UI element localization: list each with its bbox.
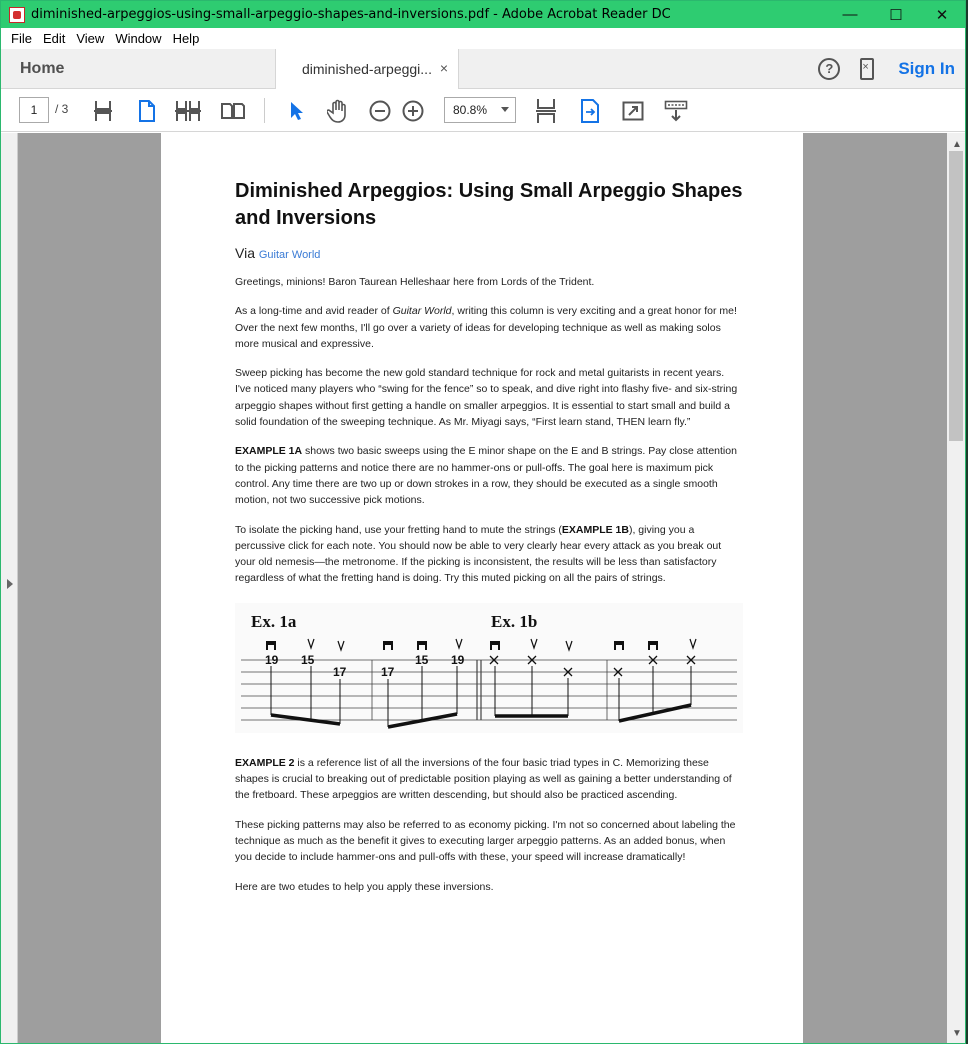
- document-title: Diminished Arpeggios: Using Small Arpeggio Shapes and Inversions: [235, 180, 743, 229]
- fret-number: 19: [265, 652, 279, 667]
- figure-label-1a: Ex. 1a: [251, 611, 297, 631]
- title-bar: [1, 1, 965, 28]
- toolbar-divider: [264, 98, 265, 123]
- help-icon[interactable]: ?: [818, 58, 840, 80]
- full-screen-icon[interactable]: [621, 89, 645, 132]
- zoom-value: 80.8%: [453, 103, 488, 117]
- paragraph: [235, 755, 743, 804]
- menu-edit[interactable]: Edit: [42, 31, 66, 46]
- fret-number: 19: [451, 652, 465, 667]
- page-count: / 3: [55, 102, 69, 116]
- fret-number: 15: [301, 652, 315, 667]
- paragraph: Greetings, minions! Baron Taurean Helleshaar here from Lords of the Trident.: [235, 276, 595, 288]
- source-link[interactable]: Guitar World: [258, 249, 321, 261]
- fret-number: 17: [333, 664, 347, 679]
- menu-bar: [1, 28, 965, 49]
- guitar-tab-figure: [235, 603, 743, 733]
- zoom-out-icon[interactable]: [368, 89, 392, 132]
- two-page-scroll-icon[interactable]: [174, 89, 202, 132]
- window-controls: [827, 1, 965, 28]
- select-tool-icon[interactable]: [284, 89, 308, 132]
- expand-pane-icon[interactable]: [7, 579, 13, 589]
- scroll-up-icon[interactable]: ▲: [952, 139, 962, 150]
- maximize-button[interactable]: ☐: [889, 6, 903, 24]
- paragraph-bold: EXAMPLE 1B: [561, 523, 629, 536]
- source-line: [235, 245, 743, 261]
- menu-window[interactable]: Window: [115, 31, 162, 46]
- scroll-down-icon[interactable]: ▼: [952, 1028, 962, 1039]
- figure-label-1b: Ex. 1b: [491, 611, 538, 631]
- tab-document-label: diminished-arpeggi...: [302, 61, 432, 77]
- paragraph-emphasis: Guitar World: [392, 305, 452, 318]
- left-pane-collapsed[interactable]: [1, 133, 18, 1043]
- zoom-select[interactable]: [444, 97, 516, 123]
- hand-tool-icon[interactable]: [324, 89, 352, 132]
- chevron-down-icon: [501, 107, 509, 112]
- window-title: diminished-arpeggios-using-small-arpeggio-shapes-and-inversions.pdf - Adobe Acrobat Reader DC: [31, 7, 671, 22]
- minimize-button[interactable]: —: [842, 6, 858, 23]
- paragraph: Sweep picking has become the new gold standard technique for rock and metal guitarists in recent years. I've noticed many players who “swing for the fence” so to speak, and dive right into flashy five- and six-string arpeggio shapes without first getting a handle on smaller arpeggios. It is essential to start small and build a solid foundation of the sweeping technique. As Mr. Miyagi says, “First learn stand, THEN learn fly.”: [235, 367, 738, 429]
- rotate-page-icon[interactable]: [578, 89, 602, 132]
- page-content: [235, 178, 743, 895]
- paragraph-bold: EXAMPLE 2: [235, 756, 295, 769]
- sign-in-button[interactable]: Sign In: [898, 58, 955, 78]
- tab-bar-actions: [818, 49, 955, 88]
- pdf-page: [161, 133, 803, 1043]
- vertical-scrollbar[interactable]: [947, 133, 965, 1043]
- paragraph-text: shows two basic sweeps using the E minor shape on the E and B strings. Pay close attention to the picking patterns and notice there are no hammer-ons or pull-offs. The goal here is maximum pick control. Any time there are two up or down strokes in a row, they should be executed as a single smooth motion, not two successive pick motions.: [235, 445, 737, 507]
- menu-file[interactable]: File: [11, 31, 32, 46]
- paragraph-text: is a reference list of all the inversions of the four basic triad types in C. Memorizing these shapes is crucial to breaking out of predictable position playing as well as gaining a better understanding of the fretboard. These arpeggios are written descending, but should also be practiced ascending.: [235, 756, 732, 802]
- tab-document[interactable]: [275, 49, 459, 89]
- tab-home[interactable]: Home: [20, 59, 65, 77]
- tablature-svg: [235, 603, 743, 733]
- paragraph-bold: EXAMPLE 1A: [235, 445, 303, 458]
- menu-help[interactable]: Help: [172, 31, 200, 46]
- close-tab-icon[interactable]: ×: [439, 60, 448, 76]
- keyboard-icon[interactable]: [663, 89, 689, 132]
- mobile-link-icon[interactable]: [860, 58, 874, 80]
- two-page-view-icon[interactable]: [219, 89, 247, 132]
- fret-number: 15: [415, 652, 429, 667]
- paragraph-text: As a long-time and avid reader of: [235, 305, 393, 318]
- menu-view[interactable]: View: [76, 31, 105, 46]
- paragraph-text: ), giving you a percussive click for each note. You should now be able to very clearly hear every attack as you break out your old nemesis—the metronome. If the picking is inconsistent, the results will be less than satisfactory regardless of what the fretting hand is doing. Try this muted picking on all the pairs of strings.: [235, 523, 722, 585]
- paragraph-text: To isolate the picking hand, use your fretting hand to mute the strings (: [235, 523, 562, 536]
- paragraph-text: , writing this column is very exciting and a great honor for me! Over the next few months, I'll go over a variety of ideas for developing technique as well as making solos more musical and expressive.: [235, 305, 737, 350]
- paragraph: [235, 522, 743, 587]
- fit-width-icon[interactable]: [534, 89, 558, 132]
- page-number-input[interactable]: 1: [19, 97, 49, 123]
- fit-page-icon[interactable]: [91, 89, 115, 132]
- tab-bar: [1, 49, 965, 89]
- document-viewport[interactable]: [1, 133, 947, 1043]
- paragraph: [235, 443, 743, 508]
- via-label: Via: [235, 245, 255, 261]
- paragraph: These picking patterns may also be referred to as economy picking. I'm not so concerned about labeling the technique as much as the benefit it gives to executing larger arpeggio patterns. As an added bonus, when you decide to include hammer-ons and pull-offs with these, your speed will increase dramatically!: [235, 818, 736, 864]
- paragraph: Here are two etudes to help you apply these inversions.: [235, 880, 494, 893]
- scroll-thumb[interactable]: [949, 151, 963, 441]
- single-page-icon[interactable]: [135, 89, 159, 132]
- paragraph: [235, 303, 743, 352]
- fret-number: 17: [381, 664, 395, 679]
- toolbar: [1, 89, 965, 132]
- acrobat-pdf-icon: [9, 7, 25, 23]
- zoom-in-icon[interactable]: [401, 89, 425, 132]
- close-window-button[interactable]: ✕: [935, 6, 949, 24]
